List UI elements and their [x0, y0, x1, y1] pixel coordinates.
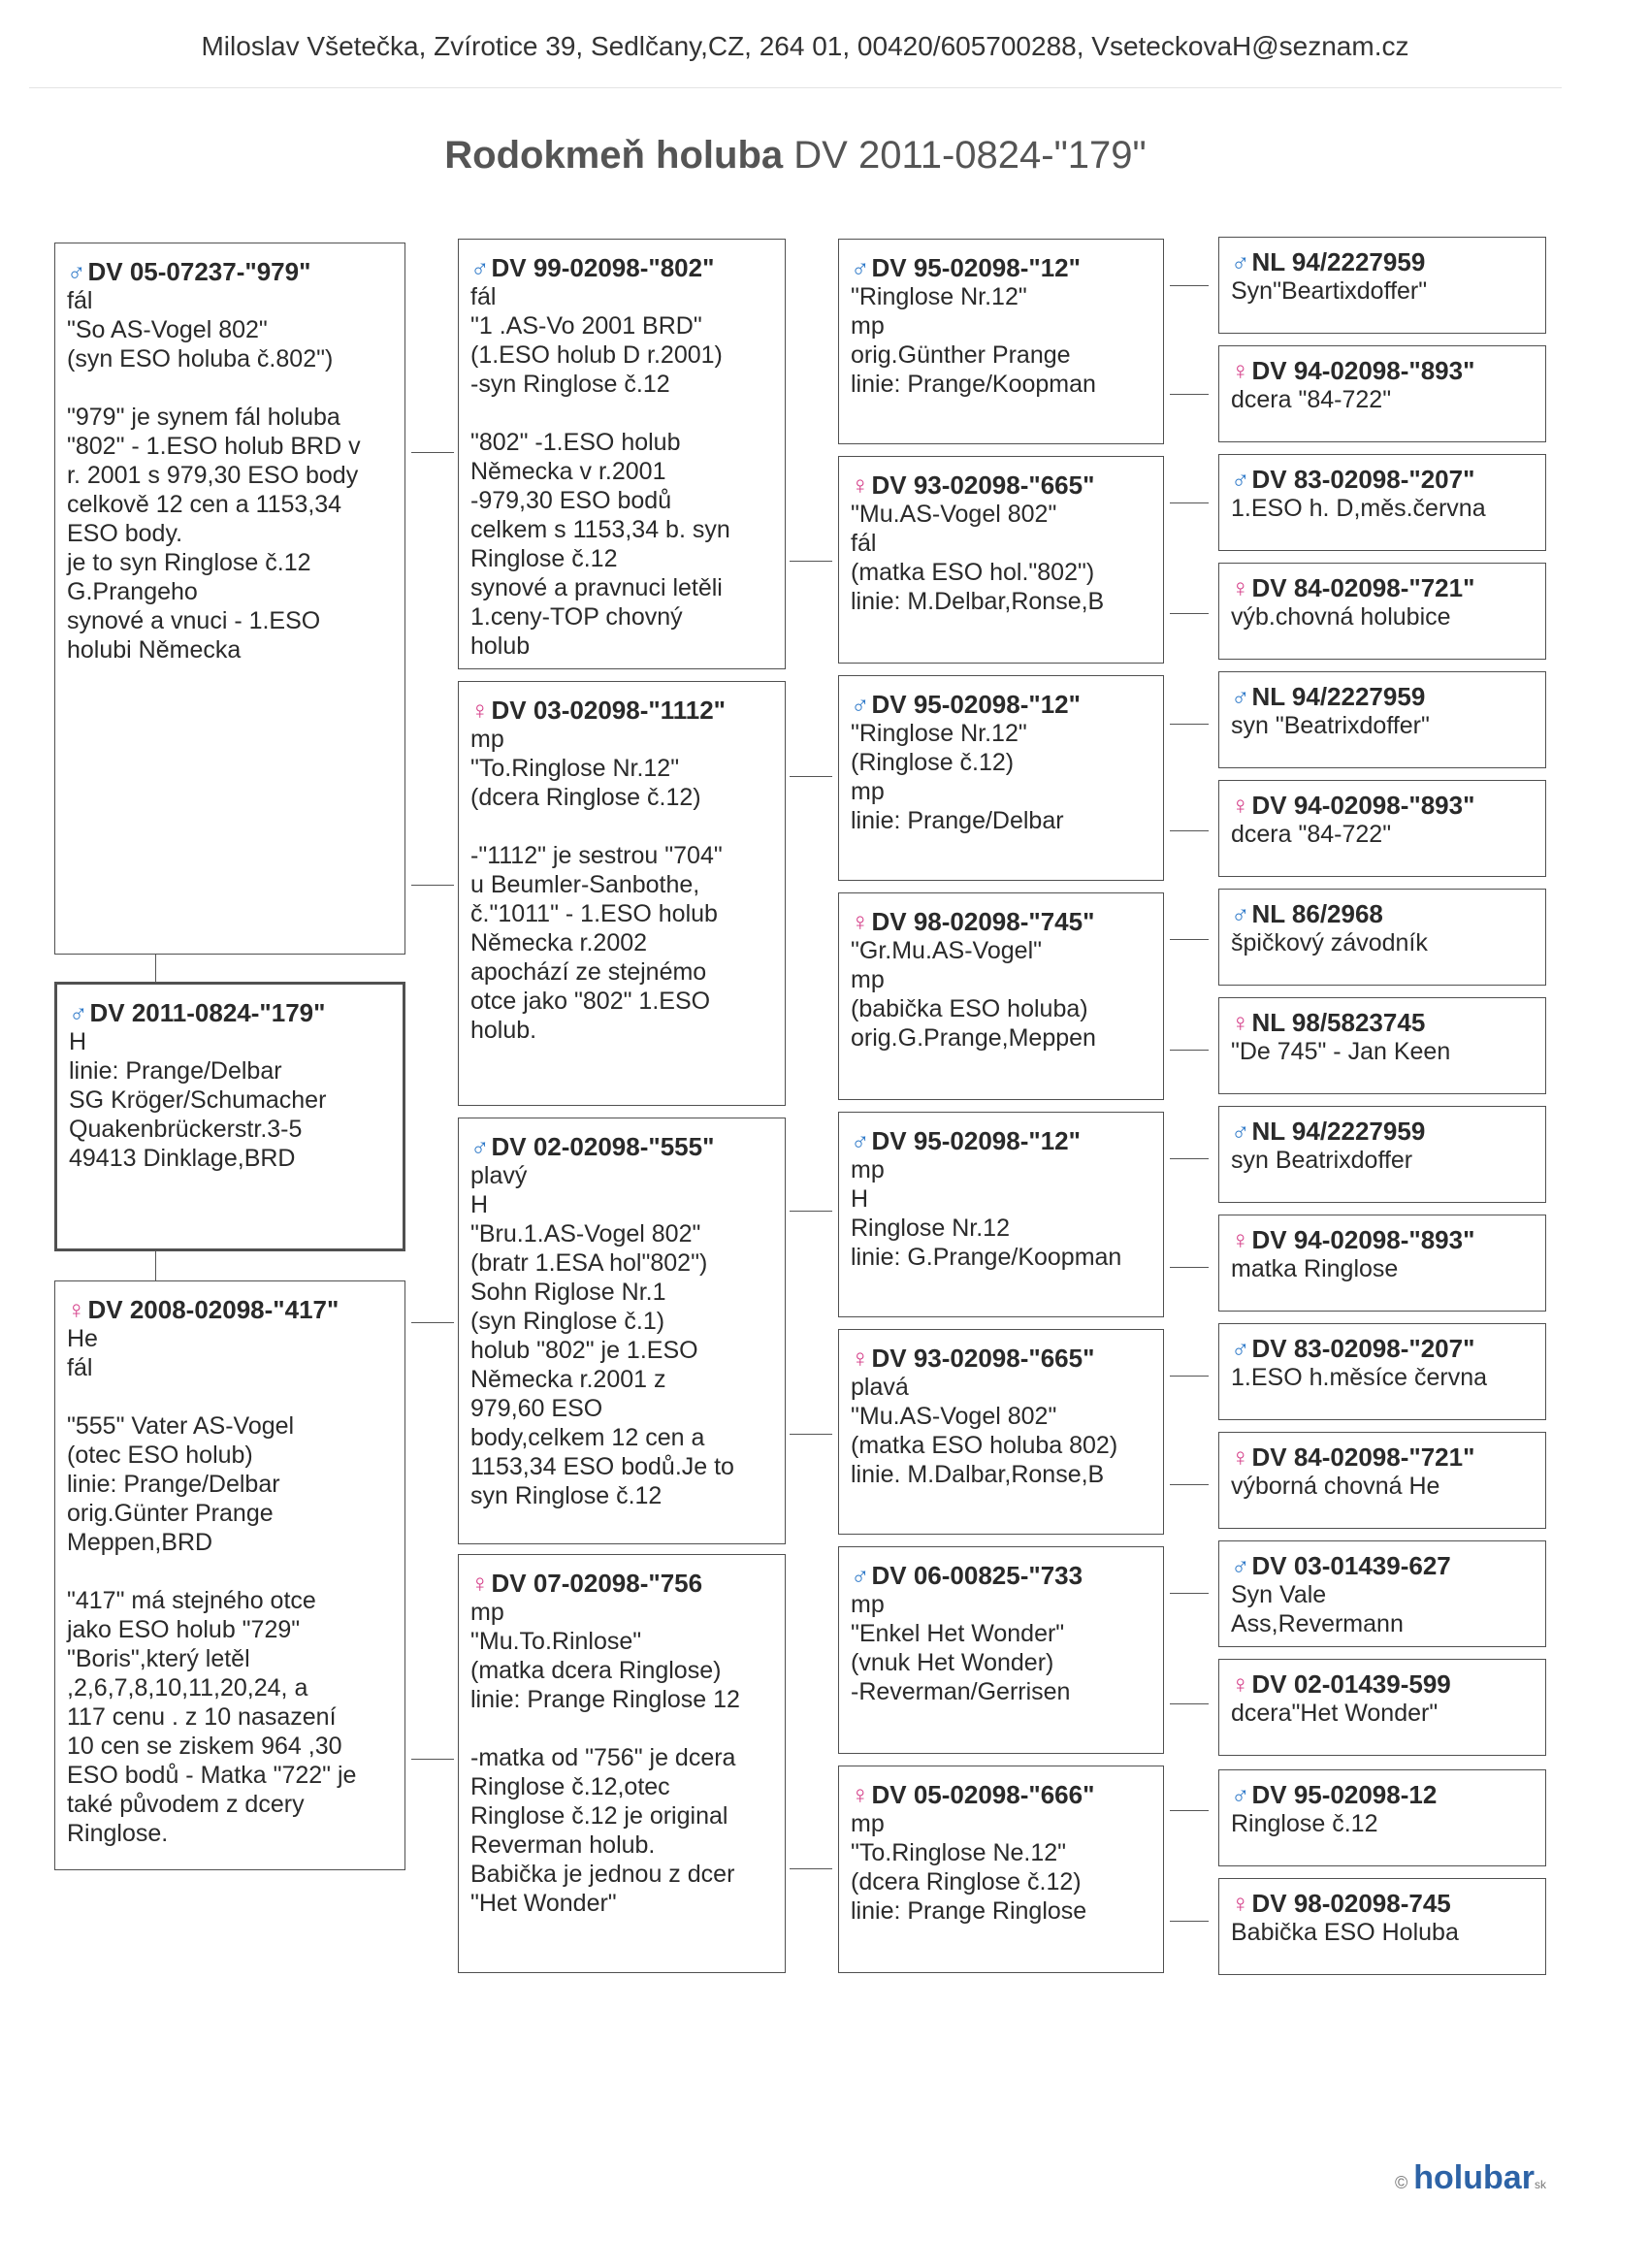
ancestor-notes: výborná chovná He: [1231, 1473, 1440, 1500]
connector: [1170, 285, 1209, 286]
connector: [1170, 1376, 1209, 1377]
subject-card: [54, 982, 405, 1251]
grandparent-card: [458, 1118, 786, 1544]
ancestor-card: [1218, 237, 1546, 334]
male-symbol-icon: ♂: [1231, 1334, 1250, 1363]
female-symbol-icon: ♀: [470, 1569, 490, 1598]
great-grandparent-ring: DV 95-02098-"12": [871, 690, 1081, 719]
subject-notes: H linie: Prange/Delbar SG Kröger/Schumacher Quakenbrückerstr.3-5 49413 Dinklage,BRD: [69, 1028, 327, 1172]
great-grandparent-notes: "Ringlose Nr.12" mp orig.Günther Prange linie: Prange/Koopman: [851, 283, 1096, 398]
dam-notes: He fál "555" Vater AS-Vogel (otec ESO holub) linie: Prange/Delbar orig.Günter Prange Meppen,BRD "417" má stejného otce jako ESO holub "729" "Boris",který letěl ,2,6,7,8,10,11,20,24, a 117 cenu . z 10 nasazení 10 cen se ziskem 964 ,30 ESO bodů - Matka "722" je také původem z dcery Ringlose.: [67, 1325, 357, 1847]
dam-card: [54, 1280, 405, 1870]
ancestor-ring: DV 94-02098-"893": [1251, 356, 1475, 385]
great-grandparent-card: [838, 675, 1164, 881]
title-label: Rodokmeň holuba: [444, 134, 784, 177]
ancestor-ring: DV 03-01439-627: [1251, 1551, 1451, 1580]
page-title: [0, 134, 1591, 178]
ancestor-notes: dcera"Het Wonder": [1231, 1700, 1439, 1727]
ancestor-ring: DV 83-02098-"207": [1251, 1334, 1475, 1363]
ancestor-ring: NL 94/2227959: [1251, 247, 1426, 276]
ancestor-card: [1218, 563, 1546, 660]
ancestor-notes: Syn Vale Ass,Revermann: [1231, 1581, 1404, 1637]
connector: [1170, 1703, 1209, 1704]
connector: [790, 1211, 832, 1212]
grandparent-ring: DV 03-02098-"1112": [491, 696, 727, 725]
ancestor-ring: NL 94/2227959: [1251, 682, 1426, 711]
great-grandparent-card: [838, 1766, 1164, 1973]
ancestor-card: [1218, 889, 1546, 986]
male-symbol-icon: ♂: [69, 998, 88, 1027]
female-symbol-icon: ♀: [1231, 1442, 1250, 1472]
male-symbol-icon: ♂: [851, 253, 870, 282]
ancestor-card: [1218, 671, 1546, 768]
connector: [790, 776, 832, 777]
grandparent-card: [458, 239, 786, 669]
female-symbol-icon: ♀: [1231, 573, 1250, 602]
female-symbol-icon: ♀: [470, 696, 490, 725]
ancestor-ring: DV 94-02098-"893": [1251, 791, 1475, 820]
ancestor-card: [1218, 454, 1546, 551]
great-grandparent-ring: DV 05-02098-"666": [871, 1780, 1095, 1809]
ancestor-card: [1218, 1878, 1546, 1975]
female-symbol-icon: ♀: [1231, 356, 1250, 385]
sire-card: [54, 243, 405, 955]
brand-name: holubar: [1413, 2159, 1535, 2196]
ancestor-card: [1218, 997, 1546, 1094]
male-symbol-icon: ♂: [1231, 465, 1250, 494]
ancestor-card: [1218, 345, 1546, 442]
ancestor-notes: syn Beatrixdoffer: [1231, 1147, 1413, 1174]
male-symbol-icon: ♂: [1231, 1117, 1250, 1146]
connector: [155, 1251, 156, 1280]
grandparent-ring: DV 07-02098-"756: [491, 1569, 703, 1598]
ancestor-notes: dcera "84-722": [1231, 821, 1392, 848]
great-grandparent-ring: DV 95-02098-"12": [871, 253, 1081, 282]
female-symbol-icon: ♀: [851, 907, 870, 936]
connector: [411, 885, 454, 886]
connector: [1170, 724, 1209, 725]
connector: [1170, 1267, 1209, 1268]
connector: [1170, 1484, 1209, 1485]
ancestor-card: [1218, 1540, 1546, 1647]
ancestor-ring: DV 02-01439-599: [1251, 1669, 1451, 1699]
grandparent-notes: mp "To.Ringlose Nr.12" (dcera Ringlose č.12) -"1112" je sestrou "704" u Beumler-Sanbothe, č."1011" - 1.ESO holub Německa r.2002 apochází ze stejnémo otce jako "802" 1.ESO holub.: [470, 726, 723, 1044]
subject-ring: DV 2011-0824-"179": [89, 998, 326, 1027]
grandparent-card: [458, 681, 786, 1106]
header-divider: [29, 87, 1562, 88]
ancestor-ring: DV 83-02098-"207": [1251, 465, 1475, 494]
ancestor-notes: Ringlose č.12: [1231, 1810, 1378, 1837]
female-symbol-icon: ♀: [851, 1780, 870, 1809]
connector: [411, 1759, 454, 1760]
great-grandparent-notes: "Gr.Mu.AS-Vogel" mp (babička ESO holuba) orig.G.Prange,Meppen: [851, 937, 1096, 1052]
great-grandparent-card: [838, 892, 1164, 1100]
great-grandparent-notes: mp "Enkel Het Wonder" (vnuk Het Wonder) -Reverman/Gerrisen: [851, 1591, 1071, 1705]
ancestor-card: [1218, 1323, 1546, 1420]
grandparent-ring: DV 99-02098-"802": [491, 253, 715, 282]
ancestor-ring: NL 98/5823745: [1251, 1008, 1426, 1037]
male-symbol-icon: ♂: [851, 1561, 870, 1590]
male-symbol-icon: ♂: [851, 690, 870, 719]
ancestor-ring: DV 84-02098-"721": [1251, 573, 1475, 602]
female-symbol-icon: ♀: [1231, 1225, 1250, 1254]
connector: [790, 1868, 832, 1869]
ancestor-card: [1218, 780, 1546, 877]
great-grandparent-notes: mp H Ringlose Nr.12 linie: G.Prange/Koopman: [851, 1156, 1122, 1271]
great-grandparent-notes: "Ringlose Nr.12" (Ringlose č.12) mp linie: Prange/Delbar: [851, 720, 1064, 834]
ancestor-ring: DV 94-02098-"893": [1251, 1225, 1475, 1254]
ancestor-card: [1218, 1769, 1546, 1866]
great-grandparent-ring: DV 06-00825-"733: [871, 1561, 1083, 1590]
connector: [1170, 1050, 1209, 1051]
great-grandparent-ring: DV 95-02098-"12": [871, 1126, 1081, 1155]
male-symbol-icon: ♂: [470, 253, 490, 282]
male-symbol-icon: ♂: [1231, 1780, 1250, 1809]
great-grandparent-notes: "Mu.AS-Vogel 802" fál (matka ESO hol."802") linie: M.Delbar,Ronse,B: [851, 501, 1105, 615]
grandparent-card: [458, 1554, 786, 1973]
grandparent-notes: mp "Mu.To.Rinlose" (matka dcera Ringlose) linie: Prange Ringlose 12 -matka od "756" je dcera Ringlose č.12,otec Ringlose č.12 je original Reverman holub. Babička je jednou z dcer "Het Wonder": [470, 1599, 740, 1917]
connector: [790, 561, 832, 562]
ancestor-notes: Babička ESO Holuba: [1231, 1919, 1459, 1946]
great-grandparent-ring: DV 98-02098-"745": [871, 907, 1095, 936]
ancestor-notes: dcera "84-722": [1231, 386, 1392, 413]
connector: [1170, 939, 1209, 940]
sire-notes: fál "So AS-Vogel 802" (syn ESO holuba č.802") "979" je synem fál holuba "802" - 1.ESO holub BRD v r. 2001 s 979,30 ESO body celkově 12 cen a 1153,34 ESO body. je to syn Ringlose č.12 G.Prangeho synové a vnuci - 1.ESO holubi Německa: [67, 287, 361, 664]
ancestor-notes: špičkový závodník: [1231, 929, 1428, 956]
male-symbol-icon: ♂: [851, 1126, 870, 1155]
connector: [1170, 1810, 1209, 1811]
female-symbol-icon: ♀: [1231, 1889, 1250, 1918]
connector: [411, 452, 454, 453]
great-grandparent-card: [838, 1546, 1164, 1754]
brand-tld: sk: [1534, 2178, 1546, 2191]
ancestor-notes: 1.ESO h. D,měs.června: [1231, 495, 1486, 522]
ancestor-notes: "De 745" - Jan Keen: [1231, 1038, 1451, 1065]
male-symbol-icon: ♂: [1231, 1551, 1250, 1580]
connector: [1170, 613, 1209, 614]
ancestor-card: [1218, 1659, 1546, 1756]
ancestor-ring: NL 94/2227959: [1251, 1117, 1426, 1146]
great-grandparent-card: [838, 1329, 1164, 1535]
grandparent-ring: DV 02-02098-"555": [491, 1132, 715, 1161]
title-ring: DV 2011-0824-"179": [793, 134, 1147, 177]
ancestor-notes: výb.chovná holubice: [1231, 603, 1451, 631]
connector: [411, 1322, 454, 1323]
connector: [1170, 502, 1209, 503]
great-grandparent-card: [838, 239, 1164, 444]
female-symbol-icon: ♀: [1231, 1669, 1250, 1699]
ancestor-card: [1218, 1106, 1546, 1203]
connector: [1170, 830, 1209, 831]
female-symbol-icon: ♀: [1231, 1008, 1250, 1037]
grandparent-notes: fál "1 .AS-Vo 2001 BRD" (1.ESO holub D r.2001) -syn Ringlose č.12 "802" -1.ESO holub Německa v r.2001 -979,30 ESO bodů celkem s 1153,34 b. syn Ringlose č.12 synové a pravnuci letěli 1.ceny-TOP chovný holub: [470, 283, 730, 660]
male-symbol-icon: ♂: [1231, 899, 1250, 928]
dam-ring: DV 2008-02098-"417": [87, 1295, 340, 1324]
ancestor-notes: 1.ESO h.měsíce června: [1231, 1364, 1488, 1391]
contact-header: Miloslav Všetečka, Zvírotice 39, Sedlčany,CZ, 264 01, 00420/605700288, VseteckovaH@seznam.cz: [201, 31, 1409, 61]
ancestor-notes: syn "Beatrixdoffer": [1231, 712, 1430, 739]
great-grandparent-card: [838, 456, 1164, 664]
great-grandparent-card: [838, 1112, 1164, 1317]
grandparent-notes: plavý H "Bru.1.AS-Vogel 802" (bratr 1.ESA hol"802") Sohn Riglose Nr.1 (syn Ringlose č.1) holub "802" je 1.ESO Německa r.2001 z 979,60 ESO body,celkem 12 cen a 1153,34 ESO bodů.Je to syn Ringlose č.12: [470, 1162, 734, 1509]
male-symbol-icon: ♂: [67, 257, 86, 286]
female-symbol-icon: ♀: [851, 470, 870, 500]
great-grandparent-notes: mp "To.Ringlose Ne.12" (dcera Ringlose č.12) linie: Prange Ringlose: [851, 1810, 1087, 1925]
connector: [1170, 1158, 1209, 1159]
copyright-symbol: ©: [1395, 2173, 1408, 2192]
connector: [1170, 1593, 1209, 1594]
male-symbol-icon: ♂: [470, 1132, 490, 1161]
ancestor-notes: Syn"Beartixdoffer": [1231, 277, 1428, 305]
ancestor-card: [1218, 1215, 1546, 1312]
connector: [790, 1434, 832, 1435]
female-symbol-icon: ♀: [67, 1295, 86, 1324]
sire-ring: DV 05-07237-"979": [87, 257, 311, 286]
female-symbol-icon: ♀: [1231, 791, 1250, 820]
connector: [1170, 394, 1209, 395]
ancestor-ring: NL 86/2968: [1251, 899, 1383, 928]
great-grandparent-ring: DV 93-02098-"665": [871, 1344, 1095, 1373]
great-grandparent-notes: plavá "Mu.AS-Vogel 802" (matka ESO holuba 802) linie. M.Dalbar,Ronse,B: [851, 1374, 1118, 1488]
ancestor-ring: DV 98-02098-745: [1251, 1889, 1451, 1918]
great-grandparent-ring: DV 93-02098-"665": [871, 470, 1095, 500]
female-symbol-icon: ♀: [851, 1344, 870, 1373]
male-symbol-icon: ♂: [1231, 682, 1250, 711]
brand-logo[interactable]: [1395, 2159, 1546, 2197]
connector: [155, 955, 156, 982]
ancestor-notes: matka Ringlose: [1231, 1255, 1399, 1282]
ancestor-ring: DV 95-02098-12: [1251, 1780, 1438, 1809]
male-symbol-icon: ♂: [1231, 247, 1250, 276]
ancestor-card: [1218, 1432, 1546, 1529]
connector: [1170, 1921, 1209, 1922]
ancestor-ring: DV 84-02098-"721": [1251, 1442, 1475, 1472]
